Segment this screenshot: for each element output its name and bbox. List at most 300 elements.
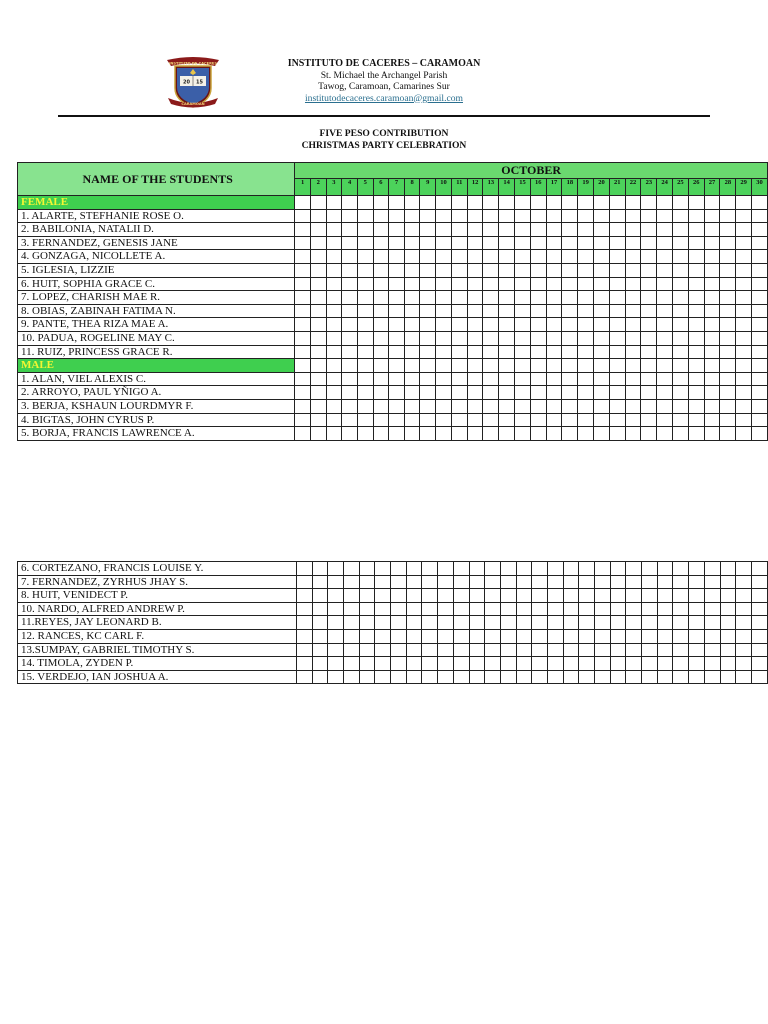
tally-cell[interactable]: [499, 427, 515, 441]
tally-cell[interactable]: [344, 629, 360, 643]
tally-cell[interactable]: [595, 562, 611, 576]
tally-cell[interactable]: [451, 413, 467, 427]
tally-cell[interactable]: [485, 575, 501, 589]
tally-cell[interactable]: [546, 359, 562, 373]
tally-cell[interactable]: [359, 657, 375, 671]
tally-cell[interactable]: [357, 277, 373, 291]
tally-cell[interactable]: [310, 291, 326, 305]
tally-cell[interactable]: [532, 670, 548, 684]
tally-cell[interactable]: [344, 670, 360, 684]
tally-cell[interactable]: [500, 616, 516, 630]
tally-cell[interactable]: [720, 413, 736, 427]
tally-cell[interactable]: [296, 657, 312, 671]
tally-cell[interactable]: [310, 223, 326, 237]
tally-cell[interactable]: [751, 602, 767, 616]
tally-cell[interactable]: [295, 196, 311, 210]
tally-cell[interactable]: [625, 331, 641, 345]
tally-cell[interactable]: [720, 318, 736, 332]
tally-cell[interactable]: [626, 616, 642, 630]
tally-cell[interactable]: [736, 629, 752, 643]
tally-cell[interactable]: [595, 643, 611, 657]
tally-cell[interactable]: [563, 629, 579, 643]
tally-cell[interactable]: [657, 304, 673, 318]
tally-cell[interactable]: [641, 399, 657, 413]
tally-cell[interactable]: [328, 616, 344, 630]
tally-cell[interactable]: [467, 359, 483, 373]
tally-cell[interactable]: [483, 209, 499, 223]
tally-cell[interactable]: [532, 629, 548, 643]
tally-cell[interactable]: [530, 196, 546, 210]
tally-cell[interactable]: [326, 223, 342, 237]
tally-cell[interactable]: [296, 562, 312, 576]
tally-cell[interactable]: [453, 589, 469, 603]
tally-cell[interactable]: [657, 196, 673, 210]
tally-cell[interactable]: [578, 209, 594, 223]
tally-cell[interactable]: [594, 386, 610, 400]
tally-cell[interactable]: [467, 345, 483, 359]
tally-cell[interactable]: [641, 372, 657, 386]
tally-cell[interactable]: [359, 670, 375, 684]
tally-cell[interactable]: [296, 602, 312, 616]
tally-cell[interactable]: [579, 643, 595, 657]
tally-cell[interactable]: [515, 209, 531, 223]
tally-cell[interactable]: [704, 209, 720, 223]
tally-cell[interactable]: [310, 399, 326, 413]
tally-cell[interactable]: [720, 223, 736, 237]
tally-cell[interactable]: [657, 629, 673, 643]
tally-cell[interactable]: [342, 277, 358, 291]
tally-cell[interactable]: [436, 263, 452, 277]
tally-cell[interactable]: [404, 291, 420, 305]
tally-cell[interactable]: [373, 386, 389, 400]
tally-cell[interactable]: [547, 629, 563, 643]
tally-cell[interactable]: [609, 291, 625, 305]
tally-cell[interactable]: [359, 589, 375, 603]
tally-cell[interactable]: [404, 209, 420, 223]
tally-cell[interactable]: [420, 304, 436, 318]
tally-cell[interactable]: [594, 359, 610, 373]
tally-cell[interactable]: [483, 345, 499, 359]
tally-cell[interactable]: [404, 427, 420, 441]
tally-cell[interactable]: [610, 629, 626, 643]
tally-cell[interactable]: [657, 291, 673, 305]
tally-cell[interactable]: [500, 602, 516, 616]
tally-cell[interactable]: [326, 386, 342, 400]
tally-cell[interactable]: [689, 575, 705, 589]
tally-cell[interactable]: [610, 562, 626, 576]
tally-cell[interactable]: [436, 250, 452, 264]
tally-cell[interactable]: [532, 602, 548, 616]
tally-cell[interactable]: [673, 616, 689, 630]
tally-cell[interactable]: [328, 602, 344, 616]
tally-cell[interactable]: [515, 359, 531, 373]
tally-cell[interactable]: [499, 399, 515, 413]
tally-cell[interactable]: [312, 657, 328, 671]
tally-cell[interactable]: [736, 345, 752, 359]
tally-cell[interactable]: [736, 427, 752, 441]
tally-cell[interactable]: [357, 372, 373, 386]
tally-cell[interactable]: [657, 657, 673, 671]
tally-cell[interactable]: [689, 589, 705, 603]
tally-cell[interactable]: [720, 589, 736, 603]
tally-cell[interactable]: [673, 399, 689, 413]
tally-cell[interactable]: [310, 427, 326, 441]
tally-cell[interactable]: [530, 263, 546, 277]
tally-cell[interactable]: [657, 331, 673, 345]
tally-cell[interactable]: [404, 223, 420, 237]
tally-cell[interactable]: [451, 263, 467, 277]
tally-cell[interactable]: [578, 372, 594, 386]
tally-cell[interactable]: [438, 629, 454, 643]
tally-cell[interactable]: [483, 250, 499, 264]
tally-cell[interactable]: [657, 223, 673, 237]
tally-cell[interactable]: [295, 359, 311, 373]
tally-cell[interactable]: [673, 413, 689, 427]
tally-cell[interactable]: [704, 616, 720, 630]
tally-cell[interactable]: [530, 399, 546, 413]
tally-cell[interactable]: [516, 562, 532, 576]
tally-cell[interactable]: [422, 629, 438, 643]
tally-cell[interactable]: [609, 413, 625, 427]
tally-cell[interactable]: [453, 629, 469, 643]
tally-cell[interactable]: [579, 562, 595, 576]
tally-cell[interactable]: [578, 236, 594, 250]
tally-cell[interactable]: [594, 345, 610, 359]
tally-cell[interactable]: [641, 250, 657, 264]
tally-cell[interactable]: [688, 386, 704, 400]
tally-cell[interactable]: [563, 602, 579, 616]
tally-cell[interactable]: [720, 291, 736, 305]
tally-cell[interactable]: [404, 359, 420, 373]
tally-cell[interactable]: [516, 589, 532, 603]
tally-cell[interactable]: [752, 291, 768, 305]
tally-cell[interactable]: [483, 413, 499, 427]
tally-cell[interactable]: [641, 277, 657, 291]
tally-cell[interactable]: [532, 643, 548, 657]
tally-cell[interactable]: [516, 575, 532, 589]
tally-cell[interactable]: [515, 399, 531, 413]
tally-cell[interactable]: [720, 562, 736, 576]
tally-cell[interactable]: [578, 196, 594, 210]
tally-cell[interactable]: [485, 562, 501, 576]
tally-cell[interactable]: [499, 291, 515, 305]
tally-cell[interactable]: [344, 589, 360, 603]
tally-cell[interactable]: [515, 331, 531, 345]
tally-cell[interactable]: [389, 399, 405, 413]
tally-cell[interactable]: [485, 602, 501, 616]
tally-cell[interactable]: [451, 386, 467, 400]
tally-cell[interactable]: [326, 331, 342, 345]
tally-cell[interactable]: [485, 629, 501, 643]
tally-cell[interactable]: [547, 670, 563, 684]
tally-cell[interactable]: [312, 589, 328, 603]
tally-cell[interactable]: [357, 318, 373, 332]
tally-cell[interactable]: [326, 236, 342, 250]
tally-cell[interactable]: [500, 657, 516, 671]
tally-cell[interactable]: [626, 670, 642, 684]
tally-cell[interactable]: [404, 331, 420, 345]
tally-cell[interactable]: [296, 616, 312, 630]
tally-cell[interactable]: [673, 602, 689, 616]
tally-cell[interactable]: [720, 629, 736, 643]
tally-cell[interactable]: [375, 670, 391, 684]
tally-cell[interactable]: [595, 589, 611, 603]
tally-cell[interactable]: [422, 643, 438, 657]
tally-cell[interactable]: [736, 236, 752, 250]
tally-cell[interactable]: [373, 345, 389, 359]
tally-cell[interactable]: [625, 236, 641, 250]
tally-cell[interactable]: [673, 209, 689, 223]
tally-cell[interactable]: [609, 223, 625, 237]
tally-cell[interactable]: [578, 291, 594, 305]
tally-cell[interactable]: [359, 602, 375, 616]
tally-cell[interactable]: [752, 304, 768, 318]
tally-cell[interactable]: [578, 427, 594, 441]
tally-cell[interactable]: [530, 331, 546, 345]
tally-cell[interactable]: [720, 359, 736, 373]
tally-cell[interactable]: [704, 399, 720, 413]
tally-cell[interactable]: [422, 657, 438, 671]
tally-cell[interactable]: [657, 575, 673, 589]
tally-cell[interactable]: [420, 359, 436, 373]
tally-cell[interactable]: [657, 670, 673, 684]
tally-cell[interactable]: [404, 413, 420, 427]
tally-cell[interactable]: [310, 318, 326, 332]
tally-cell[interactable]: [515, 386, 531, 400]
tally-cell[interactable]: [752, 413, 768, 427]
tally-cell[interactable]: [704, 359, 720, 373]
tally-cell[interactable]: [657, 250, 673, 264]
tally-cell[interactable]: [404, 318, 420, 332]
tally-cell[interactable]: [515, 413, 531, 427]
tally-cell[interactable]: [344, 602, 360, 616]
tally-cell[interactable]: [736, 318, 752, 332]
tally-cell[interactable]: [326, 263, 342, 277]
tally-cell[interactable]: [736, 209, 752, 223]
tally-cell[interactable]: [657, 602, 673, 616]
tally-cell[interactable]: [406, 602, 422, 616]
tally-cell[interactable]: [752, 209, 768, 223]
tally-cell[interactable]: [359, 643, 375, 657]
tally-cell[interactable]: [688, 236, 704, 250]
tally-cell[interactable]: [530, 223, 546, 237]
tally-cell[interactable]: [451, 359, 467, 373]
tally-cell[interactable]: [562, 372, 578, 386]
tally-cell[interactable]: [720, 616, 736, 630]
tally-cell[interactable]: [389, 386, 405, 400]
tally-cell[interactable]: [546, 345, 562, 359]
tally-cell[interactable]: [295, 250, 311, 264]
tally-cell[interactable]: [515, 345, 531, 359]
tally-cell[interactable]: [609, 359, 625, 373]
tally-cell[interactable]: [562, 427, 578, 441]
tally-cell[interactable]: [625, 427, 641, 441]
tally-cell[interactable]: [657, 562, 673, 576]
tally-cell[interactable]: [391, 657, 407, 671]
tally-cell[interactable]: [594, 236, 610, 250]
tally-cell[interactable]: [610, 670, 626, 684]
tally-cell[interactable]: [375, 643, 391, 657]
tally-cell[interactable]: [357, 236, 373, 250]
tally-cell[interactable]: [483, 359, 499, 373]
tally-cell[interactable]: [736, 291, 752, 305]
tally-cell[interactable]: [704, 575, 720, 589]
tally-cell[interactable]: [595, 575, 611, 589]
tally-cell[interactable]: [453, 616, 469, 630]
tally-cell[interactable]: [295, 399, 311, 413]
tally-cell[interactable]: [467, 236, 483, 250]
tally-cell[interactable]: [736, 413, 752, 427]
tally-cell[interactable]: [342, 427, 358, 441]
tally-cell[interactable]: [673, 196, 689, 210]
tally-cell[interactable]: [657, 236, 673, 250]
tally-cell[interactable]: [357, 250, 373, 264]
tally-cell[interactable]: [296, 629, 312, 643]
tally-cell[interactable]: [326, 277, 342, 291]
tally-cell[interactable]: [530, 209, 546, 223]
tally-cell[interactable]: [530, 359, 546, 373]
tally-cell[interactable]: [295, 223, 311, 237]
tally-cell[interactable]: [609, 372, 625, 386]
tally-cell[interactable]: [704, 291, 720, 305]
tally-cell[interactable]: [391, 575, 407, 589]
tally-cell[interactable]: [391, 670, 407, 684]
tally-cell[interactable]: [373, 291, 389, 305]
tally-cell[interactable]: [389, 263, 405, 277]
tally-cell[interactable]: [326, 359, 342, 373]
tally-cell[interactable]: [673, 629, 689, 643]
tally-cell[interactable]: [625, 209, 641, 223]
tally-cell[interactable]: [609, 331, 625, 345]
tally-cell[interactable]: [310, 250, 326, 264]
tally-cell[interactable]: [373, 427, 389, 441]
tally-cell[interactable]: [485, 670, 501, 684]
tally-cell[interactable]: [751, 657, 767, 671]
tally-cell[interactable]: [546, 372, 562, 386]
tally-cell[interactable]: [373, 236, 389, 250]
tally-cell[interactable]: [688, 345, 704, 359]
tally-cell[interactable]: [499, 372, 515, 386]
tally-cell[interactable]: [642, 562, 658, 576]
tally-cell[interactable]: [436, 318, 452, 332]
tally-cell[interactable]: [438, 643, 454, 657]
tally-cell[interactable]: [530, 318, 546, 332]
tally-cell[interactable]: [515, 263, 531, 277]
tally-cell[interactable]: [389, 413, 405, 427]
tally-cell[interactable]: [312, 643, 328, 657]
tally-cell[interactable]: [404, 386, 420, 400]
tally-cell[interactable]: [609, 263, 625, 277]
tally-cell[interactable]: [594, 427, 610, 441]
tally-cell[interactable]: [720, 345, 736, 359]
tally-cell[interactable]: [736, 670, 752, 684]
tally-cell[interactable]: [530, 291, 546, 305]
tally-cell[interactable]: [453, 575, 469, 589]
tally-cell[interactable]: [499, 413, 515, 427]
tally-cell[interactable]: [625, 372, 641, 386]
tally-cell[interactable]: [499, 304, 515, 318]
tally-cell[interactable]: [673, 291, 689, 305]
tally-cell[interactable]: [420, 277, 436, 291]
tally-cell[interactable]: [451, 277, 467, 291]
tally-cell[interactable]: [451, 291, 467, 305]
tally-cell[interactable]: [467, 209, 483, 223]
tally-cell[interactable]: [562, 359, 578, 373]
tally-cell[interactable]: [436, 331, 452, 345]
tally-cell[interactable]: [328, 575, 344, 589]
tally-cell[interactable]: [532, 562, 548, 576]
tally-cell[interactable]: [420, 209, 436, 223]
tally-cell[interactable]: [500, 589, 516, 603]
tally-cell[interactable]: [563, 670, 579, 684]
tally-cell[interactable]: [594, 291, 610, 305]
tally-cell[interactable]: [689, 629, 705, 643]
tally-cell[interactable]: [689, 657, 705, 671]
tally-cell[interactable]: [295, 427, 311, 441]
tally-cell[interactable]: [704, 562, 720, 576]
tally-cell[interactable]: [295, 386, 311, 400]
tally-cell[interactable]: [609, 196, 625, 210]
tally-cell[interactable]: [453, 670, 469, 684]
tally-cell[interactable]: [326, 318, 342, 332]
tally-cell[interactable]: [657, 427, 673, 441]
tally-cell[interactable]: [594, 277, 610, 291]
tally-cell[interactable]: [467, 386, 483, 400]
tally-cell[interactable]: [391, 616, 407, 630]
tally-cell[interactable]: [562, 250, 578, 264]
tally-cell[interactable]: [467, 277, 483, 291]
tally-cell[interactable]: [499, 331, 515, 345]
tally-cell[interactable]: [562, 223, 578, 237]
tally-cell[interactable]: [704, 236, 720, 250]
tally-cell[interactable]: [469, 643, 485, 657]
tally-cell[interactable]: [344, 575, 360, 589]
tally-cell[interactable]: [310, 209, 326, 223]
tally-cell[interactable]: [546, 291, 562, 305]
tally-cell[interactable]: [752, 359, 768, 373]
tally-cell[interactable]: [530, 386, 546, 400]
tally-cell[interactable]: [736, 589, 752, 603]
tally-cell[interactable]: [469, 670, 485, 684]
tally-cell[interactable]: [422, 670, 438, 684]
tally-cell[interactable]: [500, 575, 516, 589]
tally-cell[interactable]: [451, 345, 467, 359]
tally-cell[interactable]: [609, 277, 625, 291]
tally-cell[interactable]: [657, 263, 673, 277]
tally-cell[interactable]: [516, 670, 532, 684]
tally-cell[interactable]: [626, 589, 642, 603]
tally-cell[interactable]: [451, 223, 467, 237]
tally-cell[interactable]: [579, 629, 595, 643]
tally-cell[interactable]: [546, 427, 562, 441]
tally-cell[interactable]: [467, 331, 483, 345]
tally-cell[interactable]: [436, 399, 452, 413]
tally-cell[interactable]: [704, 318, 720, 332]
tally-cell[interactable]: [594, 372, 610, 386]
tally-cell[interactable]: [467, 263, 483, 277]
tally-cell[interactable]: [610, 616, 626, 630]
tally-cell[interactable]: [404, 263, 420, 277]
tally-cell[interactable]: [310, 263, 326, 277]
tally-cell[interactable]: [673, 277, 689, 291]
tally-cell[interactable]: [689, 643, 705, 657]
tally-cell[interactable]: [375, 657, 391, 671]
tally-cell[interactable]: [326, 413, 342, 427]
tally-cell[interactable]: [357, 413, 373, 427]
tally-cell[interactable]: [532, 657, 548, 671]
tally-cell[interactable]: [295, 304, 311, 318]
tally-cell[interactable]: [641, 291, 657, 305]
